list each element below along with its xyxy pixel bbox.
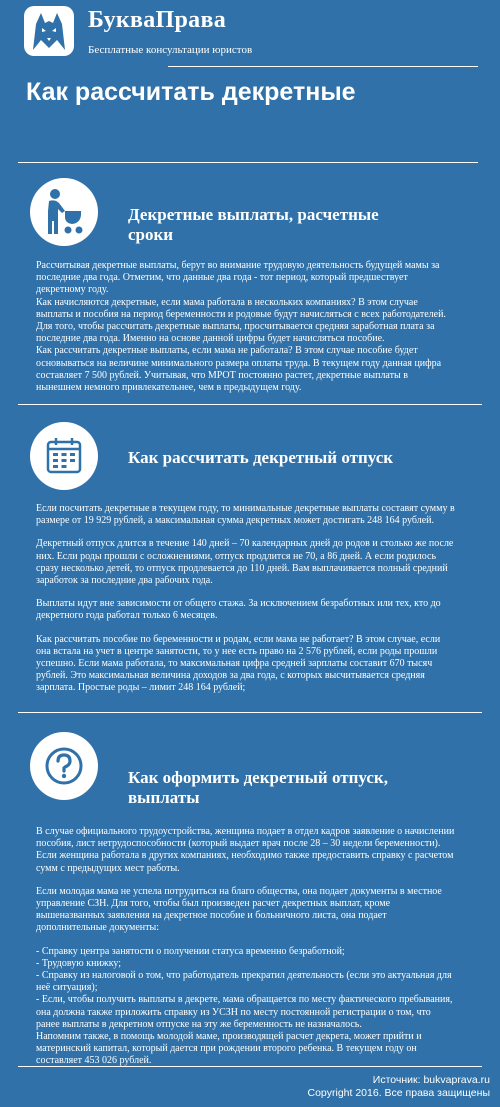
footer-copyright: Copyright 2016. Все права защищены — [307, 1087, 490, 1099]
wolf-logo-icon — [30, 10, 68, 52]
section-3-title-line: Как оформить декретный отпуск, — [128, 768, 388, 787]
title-divider — [18, 162, 478, 163]
section-1-title — [128, 205, 448, 245]
section-2-title-line: Как рассчитать декретный отпуск — [128, 448, 394, 467]
paragraph: Рассчитывая декретные выплаты, берут во внимание трудовую деятельность будущей мамы за последние два года. Отметим, что данные два года - тот период, который предшествует декретному году. — [36, 260, 440, 296]
list-item: - Справку центра занятости о получении статуса временно безработной; — [36, 945, 345, 957]
paragraph: В случае официального трудоустройства, женщина подает в отдел кадров заявление о начислении пособия, лист нетрудоспособности (который выдает врач после 28 – 30 недели беременности). Если женщина работала в других компаниях, необходимо также предоставить справку с расчетом сумм с предыдущих мест работы. — [36, 826, 455, 874]
section-3-icon-circle — [30, 732, 98, 800]
paragraph: Напомним также, в помощь молодой маме, производящей расчет декрета, может прийти и материнский капитал, который дается при рождении второго ребенка. В текущем году он составляет 453 026 рублей. — [36, 1031, 422, 1067]
paragraph: Если посчитать декретные в текущем году, то минимальные декретные выплаты составят сумму в размере от 19 929 рублей, а максимальная сумма декретных может достигать 248 164 рублей. — [36, 503, 455, 527]
paragraph: Если молодая мама не успела потрудиться на благо общества, она подает документы в местное управление СЗН. Для того, чтобы был произведен расчет декретных выплат, кроме вышеназванных заявления на декретное пособие и больничного листа, она подает дополнительные документы: — [36, 885, 442, 934]
list-item: - Если, чтобы получить выплаты в декрете, мама обращается по месту фактического пребывания, она должна также приложить справку из УСЗН по месту постоянной регистрации о том, что ранее выплаты в декретном отпуске на эту же беременность не назначалось. — [36, 994, 453, 1030]
section-1-title-line: Декретные выплаты, расчетные — [128, 205, 379, 224]
question-mark-icon — [44, 746, 84, 786]
logo[interactable] — [24, 6, 74, 56]
section-divider — [18, 404, 482, 405]
section-2-text — [36, 503, 456, 695]
brand-name[interactable]: БукваПрава — [88, 7, 227, 33]
section-1-title-line: сроки — [128, 225, 174, 244]
list-item: - Справку из налоговой о том, что работодатель прекратил деятельность (если это актуальная для неё ситуация); — [36, 970, 452, 994]
section-2-icon-circle — [30, 422, 98, 490]
section-1-text — [36, 260, 456, 394]
section-2-title — [128, 448, 448, 468]
section-3-text — [36, 826, 456, 1068]
mother-stroller-icon — [41, 187, 87, 237]
header — [0, 0, 500, 66]
paragraph: Как начисляются декретные, если мама работала в нескольких компаниях? В этом случае выплаты и пособия на период беременности и родовые будут начисляться с всех работодателей. — [36, 296, 446, 320]
footer-divider — [18, 1066, 482, 1067]
section-divider — [18, 712, 482, 713]
paragraph: Выплаты идут вне зависимости от общего стажа. За исключением безработных или тех, кто до декретного года работал только 6 месяцев. — [36, 598, 441, 622]
paragraph: Как рассчитать пособие по беременности и родам, если мама не работает? В этом случае, если она встала на учет в центре занятости, то у нее есть право на 2 576 рублей, если роды прошли успешно. Если мама работала, то максимальная цифра средней зарплаты составит 670 тысяч рублей. Это максимальная величина доходов за два года, с которых высчитывается средняя зарплата. Простые роды – лимит 248 164 рублей; — [36, 633, 441, 694]
section-1-icon-circle — [30, 178, 98, 246]
footer-source[interactable]: Источник: bukvaprava.ru — [372, 1074, 490, 1086]
paragraph: Для того, чтобы рассчитать декретные выплаты, просчитывается средняя заработная плата за последние два года. Именно на основе данной цифры будет начисляться пособие. — [36, 321, 435, 345]
paragraph: Декретный отпуск длится в течение 140 дней – 70 календарных дней до родов и столько же после них. Если роды прошли с осложнениями, отпуск продлится не 70, а 86 дней. А если родилось сразу несколько детей, то отпуск продлевается до 110 дней. Вам выплачивается полный средний заработок за последние два рабочих года. — [36, 538, 454, 587]
list-item: - Трудовую книжку; — [36, 957, 122, 969]
section-3-title-line: выплаты — [128, 788, 200, 807]
paragraph: Как рассчитать декретные выплаты, если мама не работала? В этом случае пособие будет основываться на величине минимального размера оплаты труда. В текущем году данная цифра составляет 7 500 рублей. Учитывая, что МРОТ постоянно растет, декретные выплаты в нынешнем немного привлекательнее, чем в предыдущем году. — [36, 345, 442, 394]
brand-tagline: Бесплатные консультации юристов — [88, 44, 253, 56]
page-title: Как рассчитать декретные — [26, 78, 356, 106]
footer — [307, 1074, 490, 1100]
header-divider — [168, 66, 478, 67]
calendar-icon — [44, 436, 84, 476]
section-3-title — [128, 768, 448, 808]
